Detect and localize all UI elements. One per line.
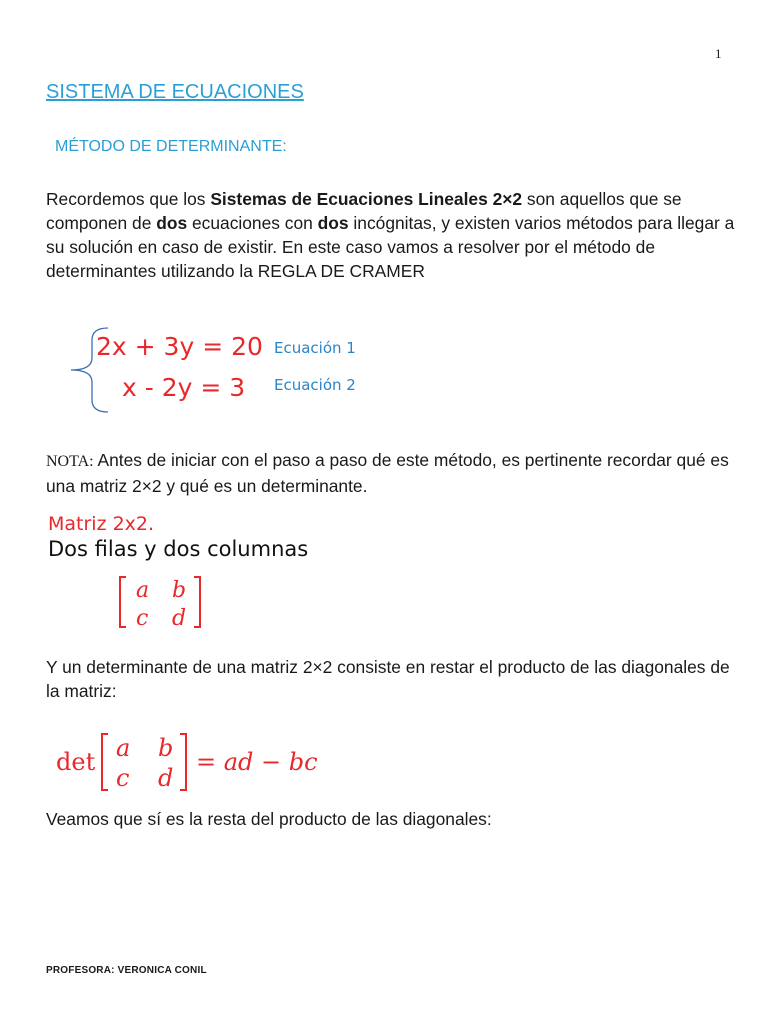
- determinant-formula: [50, 728, 350, 798]
- footer-author: PROFESORA: VERONICA CONIL: [46, 965, 207, 976]
- matrix-entry-b: b: [172, 578, 187, 603]
- det-left-bracket: [102, 734, 108, 790]
- matrix-left-bracket: [120, 577, 126, 627]
- equation-2: x - 2y = 3: [122, 373, 246, 402]
- intro-paragraph: [46, 187, 736, 283]
- det-prefix: det: [56, 748, 96, 776]
- section-subtitle: MÉTODO DE DETERMINANTE:: [55, 138, 287, 155]
- closing-paragraph: Veamos que sí es la resta del producto de las diagonales:: [46, 809, 492, 829]
- nota-label: NOTA:: [46, 453, 94, 470]
- det-result: = ad − bc: [196, 748, 318, 776]
- matrix-description: Dos filas y dos columnas: [48, 537, 309, 561]
- equation-2-label: Ecuación 2: [274, 376, 356, 394]
- page-title: SISTEMA DE ECUACIONES: [46, 81, 304, 103]
- det-entry-a: a: [116, 734, 131, 762]
- matrix-entry-c: c: [136, 606, 149, 631]
- nota-paragraph: [46, 448, 736, 498]
- equation-1-label: Ecuación 1: [274, 339, 356, 357]
- matrix-entry-a: a: [136, 578, 150, 603]
- matrix-right-bracket: [194, 577, 200, 627]
- intro-text-4: incógnitas, y existen varios métodos para llegar a su solución en caso de existir. En este caso vamos a resolver por el método de determinantes utilizando la REGLA DE CRAMER: [46, 213, 735, 281]
- equation-system: [66, 318, 396, 418]
- matrix-title: Matriz 2x2.: [48, 513, 155, 535]
- intro-text-2: son aquellos que se componen de: [46, 189, 682, 233]
- det-entry-c: c: [116, 764, 130, 792]
- intro-bold-dos-2: dos: [317, 213, 349, 233]
- intro-bold-systems: Sistemas de Ecuaciones Lineales 2×2: [210, 189, 523, 209]
- intro-text-1: Recordemos que los: [46, 189, 211, 209]
- intro-bold-dos-1: dos: [156, 213, 188, 233]
- equation-1: 2x + 3y = 20: [96, 332, 263, 361]
- det-entry-b: b: [158, 734, 174, 762]
- det-right-bracket: [180, 734, 186, 790]
- det-entry-d: d: [158, 764, 174, 792]
- nota-text: Antes de iniciar con el paso a paso de este método, es pertinente recordar qué es una matriz 2×2 y qué es un determinante.: [46, 450, 729, 496]
- intro-text-3: ecuaciones con: [187, 213, 318, 233]
- page-number: 1: [715, 46, 722, 61]
- determinant-paragraph: Y un determinante de una matriz 2×2 consiste en restar el producto de las diagonales de la matriz:: [46, 657, 730, 701]
- matrix-entry-d: d: [172, 606, 187, 631]
- matrix-2x2: [116, 573, 216, 633]
